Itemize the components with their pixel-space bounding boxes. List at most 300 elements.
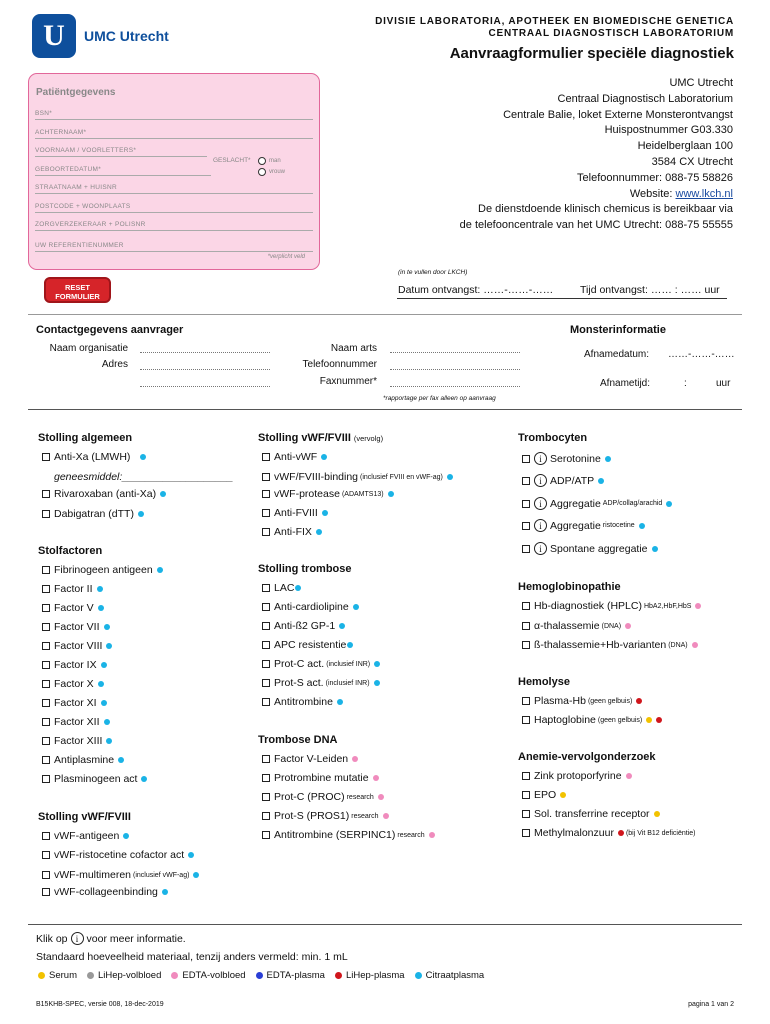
checkbox[interactable]	[522, 810, 530, 818]
info-icon[interactable]: i	[534, 542, 547, 555]
anticardiolipine-item[interactable]	[262, 601, 359, 613]
checkbox[interactable]	[42, 585, 50, 593]
citraat-dot-icon	[447, 474, 453, 480]
checkbox[interactable]	[262, 793, 270, 801]
website-link[interactable]: www.lkch.nl	[675, 187, 733, 200]
vwf-multimeren-note: (inclusief vWF-ag)	[133, 871, 190, 879]
citraat-dot-icon	[316, 529, 322, 535]
afnametijd-uur: uur	[716, 378, 731, 389]
address-line: Huispostnummer G03.330	[604, 124, 733, 137]
protrombine-label: Protrombine mutatie	[274, 772, 369, 784]
divider	[28, 924, 742, 925]
citraat-dot-icon	[101, 700, 107, 706]
research-note: research	[351, 812, 379, 820]
voornaam-field[interactable]: VOORNAAM / VOORLETTERS*	[35, 144, 207, 157]
straatnaam-field[interactable]: STRAATNAAM + HUISNR	[35, 181, 313, 194]
edta-volbloed-dot-icon	[626, 773, 632, 779]
checkbox[interactable]	[42, 510, 50, 518]
checkbox[interactable]	[522, 500, 530, 508]
citraat-dot-icon	[118, 757, 124, 763]
anti-fix-item[interactable]	[262, 526, 322, 538]
epo-label: EPO	[534, 789, 557, 801]
edta-volbloed-dot-icon	[352, 756, 358, 762]
citraat-dot-icon	[106, 643, 112, 649]
checkbox[interactable]	[262, 755, 270, 763]
info-icon: i	[71, 932, 84, 945]
radio-man[interactable]	[258, 157, 266, 165]
logo-text: UMC Utrecht	[84, 28, 169, 44]
antitrombine-item[interactable]	[262, 696, 343, 708]
adpatp-item[interactable]	[522, 474, 604, 487]
trombocyten-title: Trombocyten	[518, 432, 588, 444]
legend-lihep-plasma-label: LiHep-plasma	[345, 970, 405, 981]
serpinc1-label: Antitrombine (SERPINC1)	[274, 829, 396, 841]
checkbox[interactable]	[262, 584, 270, 592]
patient-box	[28, 73, 320, 270]
citraat-dot-icon	[160, 491, 166, 497]
vwf-collageen-item[interactable]	[42, 886, 168, 898]
factor-viii-label: Factor VIII	[54, 640, 103, 652]
citraat-dot-icon	[321, 454, 327, 460]
lac-label: LAC	[274, 582, 295, 594]
fax-input[interactable]	[390, 386, 520, 387]
alpha-thalassemie-item[interactable]	[522, 620, 631, 632]
factor-x-item[interactable]	[42, 678, 104, 690]
factor-ix-label: Factor IX	[54, 659, 97, 671]
naam-arts-input[interactable]	[390, 352, 520, 353]
edta-volbloed-dot-icon	[429, 832, 435, 838]
divider	[28, 314, 742, 315]
checkbox[interactable]	[522, 772, 530, 780]
soltr-item[interactable]	[522, 808, 660, 820]
alpha-thalassemie-label: α-thalassemie	[534, 620, 600, 632]
citraat-dot-icon	[106, 738, 112, 744]
naam-arts-label: Naam arts	[330, 343, 377, 354]
serotonine-label: Serotonine	[550, 452, 601, 465]
citraat-dot-icon	[188, 852, 194, 858]
legend-citraat-label: Citraatplasma	[425, 970, 485, 981]
hb-diagnostiek-label: Hb-diagnostiek (HPLC)	[534, 600, 642, 612]
legend-citraat	[415, 970, 485, 981]
divider	[397, 298, 727, 299]
citraat-dot-icon	[374, 680, 380, 686]
plasma-hb-item[interactable]	[522, 695, 642, 707]
checkbox[interactable]	[42, 699, 50, 707]
prots-label: Prot-S act.	[274, 677, 324, 689]
vwf-fviii-note: (inclusief FVIII en vWF-ag)	[360, 473, 443, 481]
factor-xi-label: Factor XI	[54, 697, 97, 709]
apc-item[interactable]	[262, 639, 353, 651]
checkbox[interactable]	[262, 774, 270, 782]
fibrinogeen-item[interactable]	[42, 564, 163, 576]
naam-organisatie-input[interactable]	[140, 352, 270, 353]
vwf-antigeen-label: vWF-antigeen	[54, 830, 120, 842]
header-division	[375, 16, 734, 40]
fvleiden-item[interactable]	[262, 753, 358, 765]
haptoglobine-note: (geen gelbuis)	[597, 716, 643, 724]
checkbox[interactable]	[522, 522, 530, 530]
antitrombine-label: Antitrombine	[274, 696, 333, 708]
factor-xiii-label: Factor XIII	[54, 735, 103, 747]
checkbox[interactable]	[522, 829, 530, 837]
vwf-ristocetine-item[interactable]	[42, 849, 194, 861]
fax-label: Faxnummer*	[319, 376, 377, 387]
checkbox[interactable]	[262, 603, 270, 611]
aggregatie-ristocetine-item[interactable]	[522, 519, 645, 532]
factor-xi-item[interactable]	[42, 697, 107, 709]
checkbox[interactable]	[262, 641, 270, 649]
geboortedatum-field[interactable]: GEBOORTEDATUM*	[35, 163, 211, 176]
adres-input-2[interactable]	[140, 386, 270, 387]
checkbox[interactable]	[42, 680, 50, 688]
address-line: UMC Utrecht	[669, 77, 733, 89]
checkbox[interactable]	[42, 718, 50, 726]
stolling-vwf-title: Stolling vWF/FVIII	[38, 811, 131, 823]
checkbox[interactable]	[522, 455, 530, 463]
checkbox[interactable]	[42, 832, 50, 840]
factor-v-item[interactable]	[42, 602, 104, 614]
info-icon[interactable]: i	[534, 519, 547, 532]
checkbox[interactable]	[262, 812, 270, 820]
anti-vwf-item[interactable]	[262, 451, 327, 463]
legend-lihep-volbloed-label: LiHep-volbloed	[97, 970, 162, 981]
adres-label: Adres	[101, 359, 128, 370]
citraat-dot-icon	[666, 501, 672, 507]
lihep-volbloed-dot-icon	[87, 972, 94, 979]
checkbox[interactable]	[522, 545, 530, 553]
hemoglobinopathie-title: Hemoglobinopathie	[518, 581, 621, 593]
factor-ix-item[interactable]	[42, 659, 107, 671]
checkbox[interactable]	[522, 477, 530, 485]
vwf-fviii-binding-item[interactable]	[262, 471, 453, 483]
checkbox[interactable]	[42, 623, 50, 631]
checkbox[interactable]	[42, 490, 50, 498]
reset-label-1: RESET	[64, 283, 90, 292]
plasminogeen-label: Plasminogeen act	[54, 773, 138, 785]
zorgverzekeraar-field[interactable]: ZORGVERZEKERAAR + POLISNR	[35, 218, 313, 231]
vwf-ristocetine-label: vWF-ristocetine cofactor act	[54, 849, 185, 861]
prot-c-proc-label: Prot-C (PROC)	[274, 791, 345, 803]
patient-title: Patiëntgegevens	[36, 87, 116, 98]
edta-volbloed-dot-icon	[695, 603, 701, 609]
edta-volbloed-dot-icon	[692, 642, 698, 648]
haptoglobine-label: Haptoglobine	[534, 714, 596, 726]
edta-volbloed-dot-icon	[625, 623, 631, 629]
vwf-protease-item[interactable]	[262, 488, 394, 500]
reset-form-button[interactable]	[44, 277, 111, 303]
aggregatie-label: Aggregatie	[550, 519, 601, 532]
address-line: 3584 CX Utrecht	[651, 155, 733, 168]
lkch-note: (in te vullen door LKCH)	[398, 269, 468, 276]
citraat-dot-icon	[104, 719, 110, 725]
checkbox[interactable]	[262, 831, 270, 839]
adpatp-label: ADP/ATP	[550, 474, 595, 487]
spontane-aggregatie-item[interactable]	[522, 542, 658, 555]
citraat-dot-icon	[101, 662, 107, 668]
legend-edta-volbloed	[171, 970, 245, 981]
antiplasmine-label: Antiplasmine	[54, 754, 115, 766]
afnametijd-colon[interactable]: :	[684, 378, 687, 389]
prot-s-pros1-item[interactable]	[262, 810, 389, 822]
trombose-dna-title: Trombose DNA	[258, 734, 338, 746]
version-text: B15KHB-SPEC, versie 008, 18-dec-2019	[36, 1001, 164, 1008]
citraat-dot-icon	[605, 456, 611, 462]
verplicht-note: *verplicht veld	[267, 254, 305, 260]
checkbox[interactable]	[262, 453, 270, 461]
checkbox[interactable]	[262, 473, 270, 481]
naam-organisatie-label: Naam organisatie	[49, 343, 128, 354]
checkbox[interactable]	[42, 888, 50, 896]
geneesmiddel-field[interactable]: geneesmiddel:___________________	[54, 471, 234, 483]
referentie-field[interactable]: UW REFERENTIENUMMER	[35, 239, 313, 252]
beta-thalassemie-item[interactable]	[522, 639, 698, 651]
checkbox[interactable]	[262, 528, 270, 536]
protc-note: (inclusief INR)	[326, 660, 371, 668]
antiplasmine-item[interactable]	[42, 754, 124, 766]
fvleiden-label: Factor V-Leiden	[274, 753, 349, 765]
anti-b2gp1-label: Anti-ß2 GP-1	[274, 620, 336, 632]
stolling-trombose-title: Stolling trombose	[258, 563, 352, 575]
citraat-dot-icon	[104, 624, 110, 630]
website-label: Website:	[629, 187, 676, 200]
citraat-dot-icon	[138, 511, 144, 517]
protc-item[interactable]	[262, 658, 380, 670]
checkbox[interactable]	[42, 737, 50, 745]
citraat-dot-icon	[598, 478, 604, 484]
checkbox[interactable]	[262, 622, 270, 630]
telefoon-label: Telefoonnummer	[302, 359, 377, 370]
afnamedatum-label: Afnamedatum:	[584, 349, 650, 360]
aggregatie-adp-note: ADP/collag/arachid	[602, 500, 663, 507]
standaard-note: Standaard hoeveelheid materiaal, tenzij anders vermeld: min. 1 mL	[36, 951, 348, 963]
legend-serum	[38, 970, 77, 981]
checkbox[interactable]	[42, 871, 50, 879]
checkbox[interactable]	[522, 602, 530, 610]
lihep-plasma-dot-icon	[618, 830, 624, 836]
anticardiolipine-label: Anti-cardiolipine	[274, 601, 349, 613]
factor-xii-item[interactable]	[42, 716, 110, 728]
klik-info-line	[36, 932, 186, 945]
factor-v-label: Factor V	[54, 602, 94, 614]
bsn-field[interactable]: BSN*	[35, 107, 313, 120]
haptoglobine-item[interactable]	[522, 714, 662, 726]
vwf-antigeen-item[interactable]	[42, 830, 129, 842]
checkbox[interactable]	[522, 641, 530, 649]
checkbox[interactable]	[522, 622, 530, 630]
prot-s-pros1-label: Prot-S (PROS1)	[274, 810, 350, 822]
citraat-dot-icon	[140, 454, 146, 460]
checkbox[interactable]	[42, 661, 50, 669]
stolling-algemeen-title: Stolling algemeen	[38, 432, 133, 444]
lac-item[interactable]	[262, 582, 301, 594]
anti-fviii-label: Anti-FVIII	[274, 507, 318, 519]
fax-note: *rapportage per fax alleen op aanvraag	[383, 395, 496, 402]
info-icon[interactable]: i	[534, 497, 547, 510]
checkbox[interactable]	[522, 697, 530, 705]
stolling-vwf-vervolg-title	[258, 432, 383, 444]
methylmalonzuur-item[interactable]	[522, 827, 695, 839]
citraat-dot-icon	[162, 889, 168, 895]
meer-info-text: voor meer informatie.	[86, 932, 186, 945]
achternaam-field[interactable]: ACHTERNAAM*	[35, 126, 313, 139]
form-title: Aanvraagformulier speciële diagnostiek	[449, 45, 734, 62]
radio-vrouw[interactable]	[258, 168, 266, 176]
lihep-plasma-dot-icon	[636, 698, 642, 704]
edta-volbloed-dot-icon	[373, 775, 379, 781]
serum-dot-icon	[646, 717, 652, 723]
prots-item[interactable]	[262, 677, 380, 689]
factor-xiii-item[interactable]	[42, 735, 112, 747]
citraat-dot-icon	[388, 491, 394, 497]
afnamedatum-value[interactable]: ……-……-……	[668, 349, 735, 360]
afnametijd-label: Afnametijd:	[600, 378, 651, 389]
citraat-dot-icon	[339, 623, 345, 629]
adres-input-1[interactable]	[140, 369, 270, 370]
checkbox[interactable]	[42, 775, 50, 783]
rivaroxaban-item[interactable]	[42, 488, 166, 500]
dabigatran-label: Dabigatran (dTT)	[54, 508, 134, 520]
methylmalonzuur-note: (bij Vit B12 deficiëntie)	[625, 829, 696, 837]
fibrinogeen-label: Fibrinogeen antigeen	[54, 564, 153, 576]
factor-viii-item[interactable]	[42, 640, 112, 652]
plasma-hb-note: (geen gelbuis)	[587, 697, 633, 705]
address-line: Centraal Diagnostisch Laboratorium	[557, 92, 733, 105]
umc-logo	[32, 14, 172, 62]
checkbox[interactable]	[42, 851, 50, 859]
checkbox[interactable]	[262, 509, 270, 517]
postcode-field[interactable]: POSTCODE + WOONPLAATS	[35, 200, 313, 213]
protrombine-item[interactable]	[262, 772, 379, 784]
legend-serum-label: Serum	[49, 970, 77, 981]
prot-c-proc-item[interactable]	[262, 791, 384, 803]
factor-vii-item[interactable]	[42, 621, 110, 633]
prots-note: (inclusief INR)	[325, 679, 370, 687]
research-note: research	[397, 831, 425, 839]
citraat-dot-icon	[193, 872, 199, 878]
vwf-protease-label: vWF-protease	[274, 488, 340, 500]
aggregatie-adp-item[interactable]	[522, 497, 672, 510]
anti-fviii-item[interactable]	[262, 507, 328, 519]
zink-item[interactable]	[522, 770, 632, 782]
address-line: De dienstdoende klinisch chemicus is bereikbaar via	[478, 203, 733, 216]
hb-diagnostiek-note: HbA2,HbF,HbS	[643, 602, 692, 610]
citraat-dot-icon	[415, 972, 422, 979]
edta-plasma-dot-icon	[256, 972, 263, 979]
vwf-protease-note: (ADAMTS13)	[341, 490, 384, 498]
address-line: Heidelberglaan 100	[637, 140, 733, 153]
address-line: de telefooncentrale van het UMC Utrecht: 088-75 55555	[459, 219, 733, 232]
hemolyse-title: Hemolyse	[518, 676, 570, 688]
antixa-item[interactable]	[42, 451, 146, 463]
vervolg-title-text: Stolling vWF/FVIII	[258, 432, 351, 444]
checkbox[interactable]	[42, 453, 50, 461]
soltr-label: Sol. transferrine receptor	[534, 808, 650, 820]
contact-title: Contactgegevens aanvrager	[36, 324, 184, 336]
anemie-title: Anemie-vervolgonderzoek	[518, 751, 656, 763]
vervolg-note: (vervolg)	[353, 433, 384, 443]
factor-vii-label: Factor VII	[54, 621, 100, 633]
research-note: research	[346, 793, 374, 801]
spontane-label: Spontane aggregatie	[550, 542, 648, 555]
telefoon-input[interactable]	[390, 369, 520, 370]
tube-legend	[38, 970, 484, 981]
reset-label-2: FORMULIER	[55, 292, 100, 301]
vwf-multimeren-item[interactable]	[42, 869, 199, 881]
checkbox[interactable]	[42, 604, 50, 612]
dabigatran-item[interactable]	[42, 508, 144, 520]
aggregatie-label: Aggregatie	[550, 497, 601, 510]
serotonine-item[interactable]	[522, 452, 611, 465]
lihep-plasma-dot-icon	[335, 972, 342, 979]
antixa-label: Anti-Xa (LMWH)	[54, 451, 131, 463]
plasminogeen-item[interactable]	[42, 773, 147, 785]
info-icon[interactable]: i	[534, 474, 547, 487]
info-icon[interactable]: i	[534, 452, 547, 465]
plasma-hb-label: Plasma-Hb	[534, 695, 586, 707]
divider	[28, 409, 742, 410]
serpinc1-item[interactable]	[262, 829, 435, 841]
citraat-dot-icon	[347, 642, 353, 648]
serum-dot-icon	[654, 811, 660, 817]
radio-man-label: man	[269, 158, 281, 164]
edta-volbloed-dot-icon	[378, 794, 384, 800]
legend-lihep-plasma	[335, 970, 405, 981]
epo-item[interactable]	[522, 789, 566, 801]
checkbox[interactable]	[522, 716, 530, 724]
checkbox[interactable]	[42, 756, 50, 764]
website-line	[313, 187, 733, 203]
citraat-dot-icon	[322, 510, 328, 516]
anti-b2gp1-item[interactable]	[262, 620, 345, 632]
serum-dot-icon	[560, 792, 566, 798]
protc-label: Prot-C act.	[274, 658, 325, 670]
anti-vwf-label: Anti-vWF	[274, 451, 318, 463]
hb-diagnostiek-item[interactable]	[522, 600, 701, 612]
citraat-dot-icon	[639, 523, 645, 529]
citraat-dot-icon	[97, 586, 103, 592]
edta-volbloed-dot-icon	[171, 972, 178, 979]
rivaroxaban-label: Rivaroxaban (anti-Xa)	[54, 488, 157, 500]
page-number: pagina 1 van 2	[688, 1001, 734, 1008]
radio-vrouw-label: vrouw	[269, 169, 286, 175]
checkbox[interactable]	[262, 490, 270, 498]
methylmalonzuur-label: Methylmalonzuur	[534, 827, 614, 839]
division-name: DIVISIE LABORATORIA, APOTHEEK EN BIOMEDISCHE GENETICA	[375, 16, 734, 27]
citraat-dot-icon	[157, 567, 163, 573]
citraat-dot-icon	[652, 546, 658, 552]
edta-volbloed-dot-icon	[383, 813, 389, 819]
checkbox[interactable]	[42, 566, 50, 574]
monster-title: Monsterinformatie	[570, 324, 666, 336]
legend-edta-plasma-label: EDTA-plasma	[266, 970, 325, 981]
checkbox[interactable]	[262, 698, 270, 706]
legend-lihep-volbloed	[87, 970, 161, 981]
checkbox[interactable]	[262, 660, 270, 668]
checkbox[interactable]	[262, 679, 270, 687]
checkbox[interactable]	[522, 791, 530, 799]
geslacht-label: GESLACHT*	[213, 157, 251, 164]
vwf-collageen-label: vWF-collageenbinding	[54, 886, 158, 898]
citraat-dot-icon	[98, 681, 104, 687]
checkbox[interactable]	[42, 642, 50, 650]
citraat-dot-icon	[123, 833, 129, 839]
factor-ii-item[interactable]	[42, 583, 103, 595]
citraat-dot-icon	[353, 604, 359, 610]
logo-u-icon: U	[32, 14, 76, 58]
zink-label: Zink protoporfyrine	[534, 770, 622, 782]
dna-note: (DNA)	[601, 622, 622, 630]
citraat-dot-icon	[98, 605, 104, 611]
